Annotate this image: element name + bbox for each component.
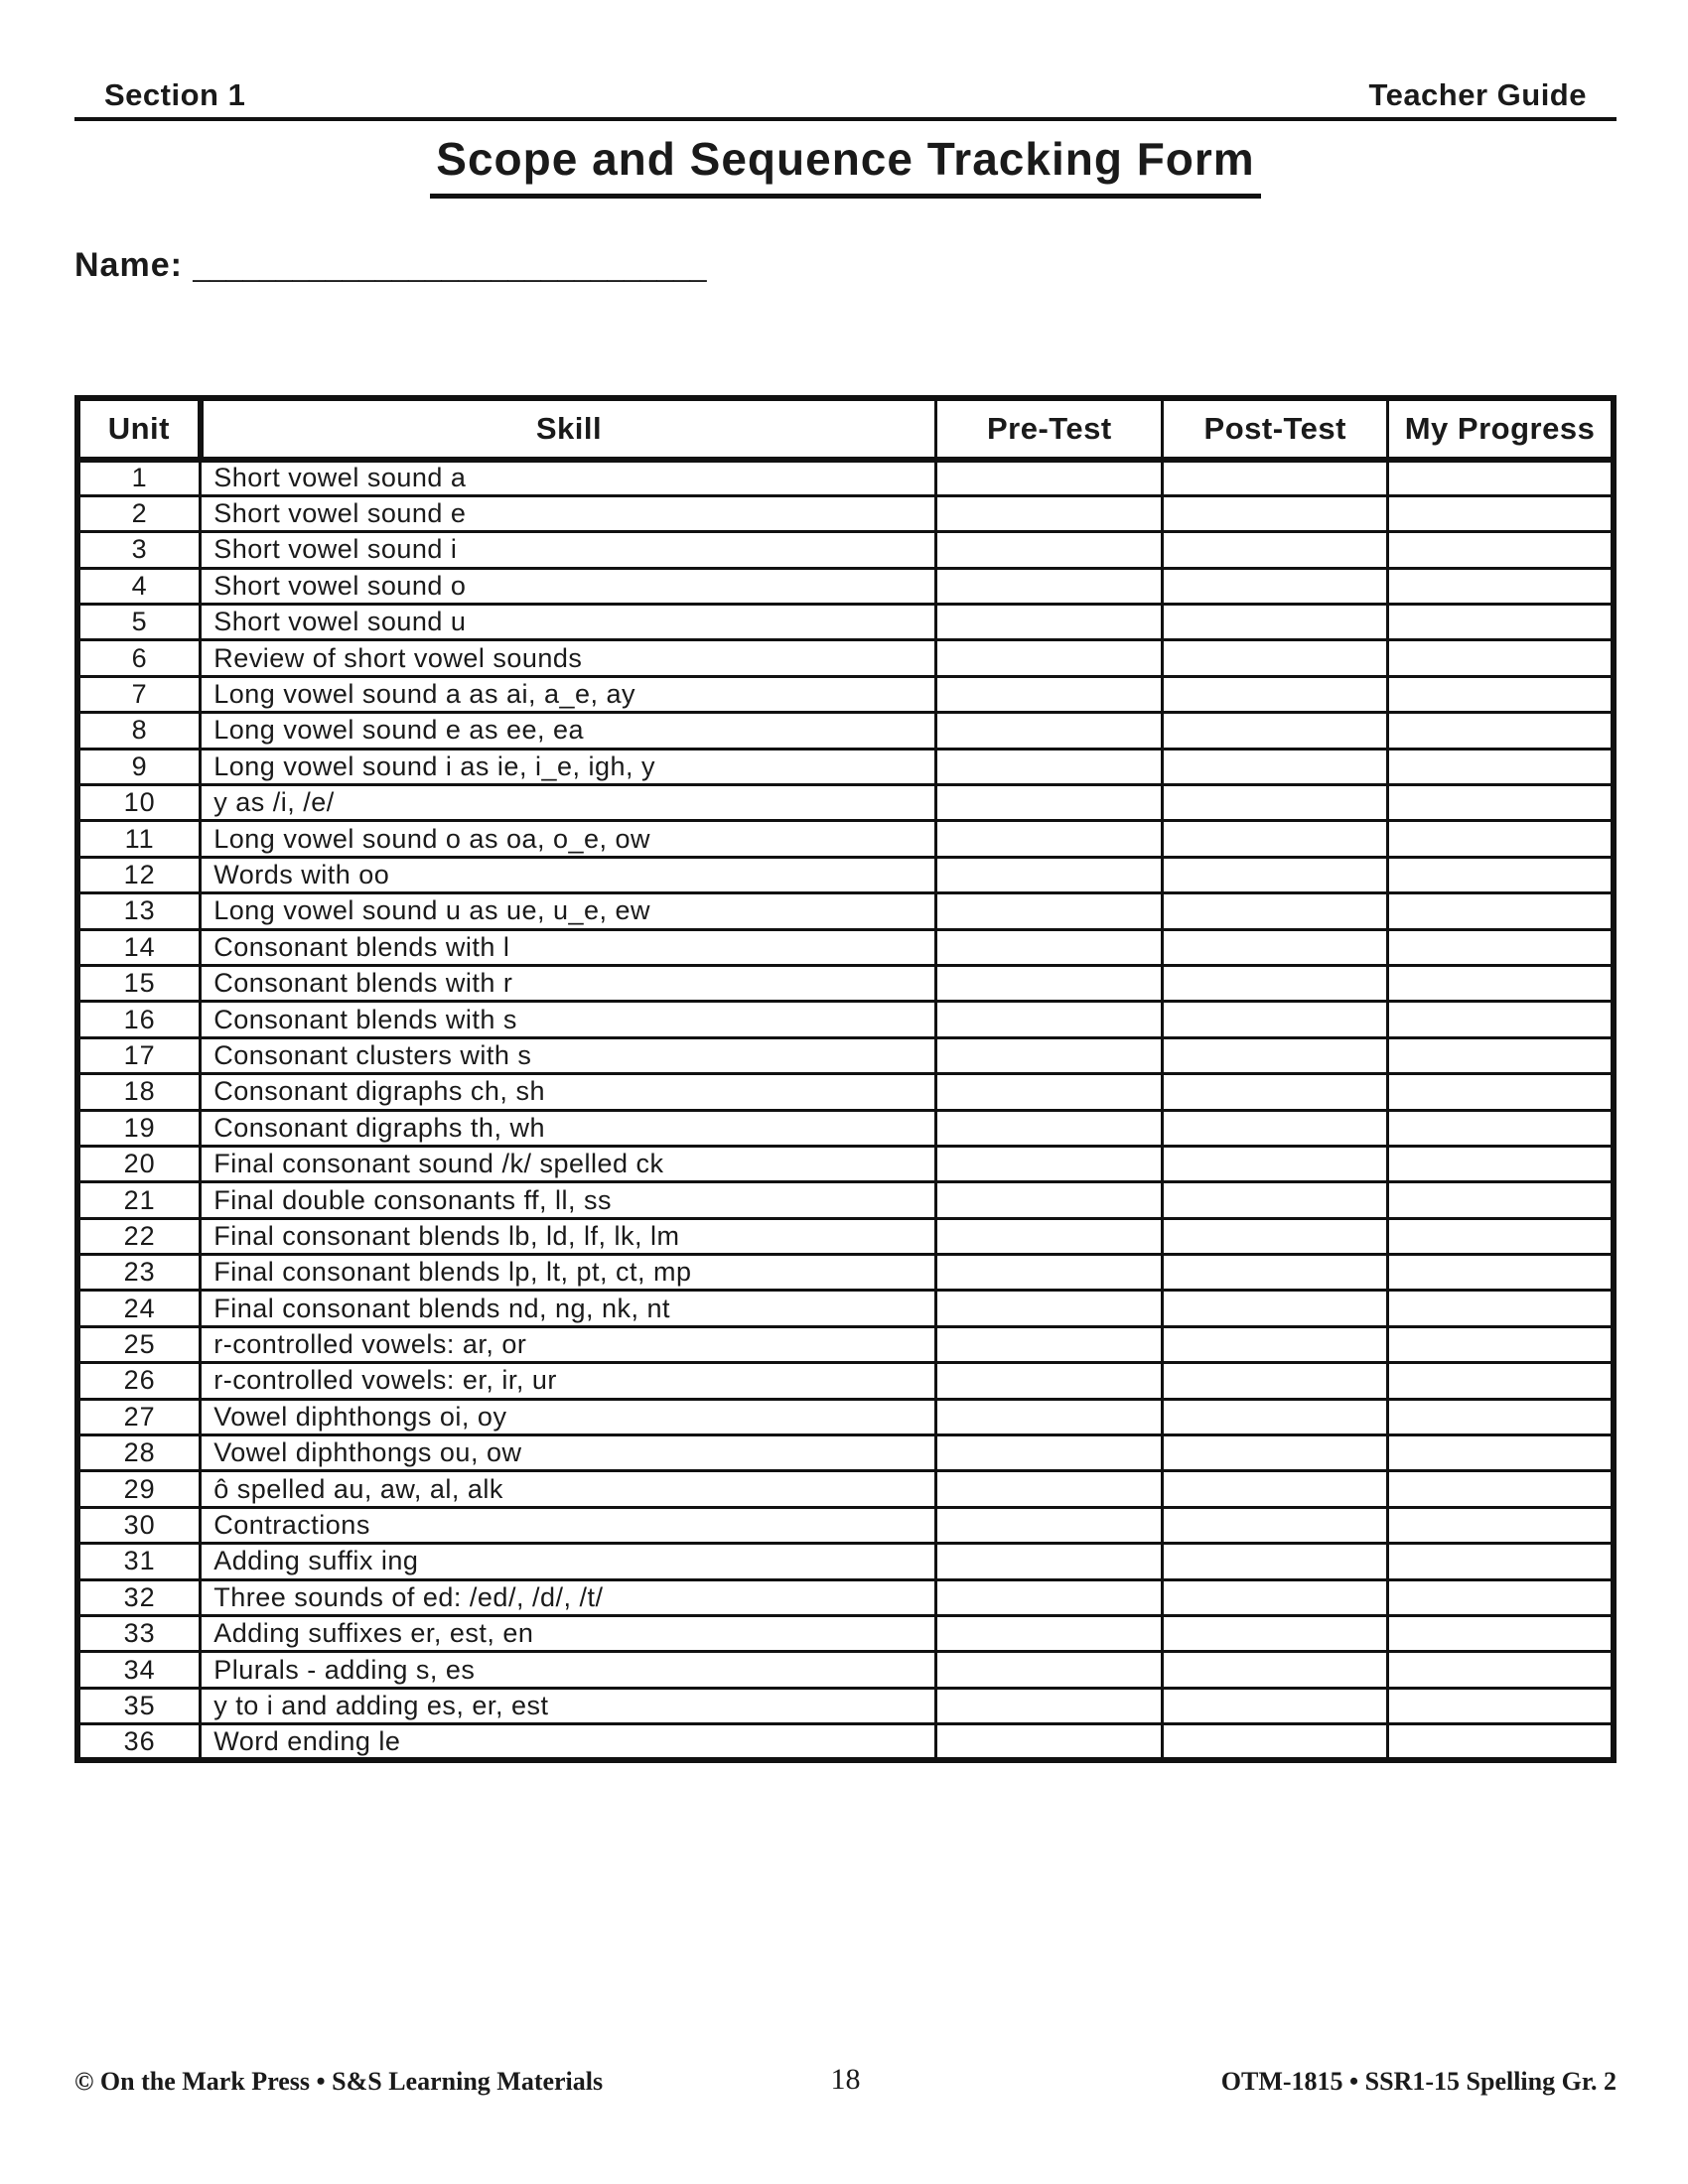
skill-cell: Consonant digraphs th, wh (201, 1110, 936, 1146)
name-blank-line: _______________________________ (193, 250, 707, 283)
skill-cell: Short vowel sound i (201, 532, 936, 568)
name-label: Name: (74, 246, 183, 284)
my-progress-cell (1388, 568, 1614, 604)
pre-test-cell (936, 1037, 1163, 1073)
post-test-cell (1163, 1363, 1388, 1399)
unit-cell: 12 (77, 857, 201, 892)
table-row (77, 713, 1614, 749)
skill-cell: Short vowel sound u (201, 605, 936, 640)
unit-cell: 24 (77, 1291, 201, 1326)
unit-cell: 3 (77, 532, 201, 568)
post-test-cell (1163, 568, 1388, 604)
my-progress-cell (1388, 1363, 1614, 1399)
table-row (77, 1255, 1614, 1291)
unit-cell: 18 (77, 1074, 201, 1110)
table-row (77, 1218, 1614, 1254)
unit-cell: 19 (77, 1110, 201, 1146)
my-progress-cell (1388, 1579, 1614, 1615)
post-test-cell (1163, 857, 1388, 892)
my-progress-cell (1388, 1255, 1614, 1291)
unit-cell: 6 (77, 640, 201, 676)
pre-test-cell (936, 785, 1163, 821)
pre-test-cell (936, 749, 1163, 784)
table-row (77, 532, 1614, 568)
unit-cell: 7 (77, 676, 201, 712)
pre-test-cell (936, 1110, 1163, 1146)
my-progress-cell (1388, 460, 1614, 495)
unit-cell: 23 (77, 1255, 201, 1291)
column-header-post-test: Post-Test (1163, 398, 1388, 460)
skill-cell: ô spelled au, aw, al, alk (201, 1471, 936, 1507)
pre-test-cell (936, 1724, 1163, 1760)
skill-cell: Consonant digraphs ch, sh (201, 1074, 936, 1110)
my-progress-cell (1388, 1074, 1614, 1110)
post-test-cell (1163, 605, 1388, 640)
unit-cell: 15 (77, 965, 201, 1001)
skill-cell: Long vowel sound e as ee, ea (201, 713, 936, 749)
pre-test-cell (936, 1652, 1163, 1688)
table-row (77, 1724, 1614, 1760)
my-progress-cell (1388, 1724, 1614, 1760)
post-test-cell (1163, 785, 1388, 821)
column-header-skill: Skill (201, 398, 936, 460)
pre-test-cell (936, 568, 1163, 604)
table-row (77, 605, 1614, 640)
table-row (77, 1291, 1614, 1326)
post-test-cell (1163, 1255, 1388, 1291)
pre-test-cell (936, 1616, 1163, 1652)
skill-cell: Plurals - adding s, es (201, 1652, 936, 1688)
unit-cell: 35 (77, 1688, 201, 1723)
unit-cell: 30 (77, 1507, 201, 1543)
my-progress-cell (1388, 1291, 1614, 1326)
table-row (77, 1688, 1614, 1723)
post-test-cell (1163, 460, 1388, 495)
unit-cell: 8 (77, 713, 201, 749)
table-row (77, 1579, 1614, 1615)
my-progress-cell (1388, 821, 1614, 857)
post-test-cell (1163, 965, 1388, 1001)
skill-cell: Adding suffixes er, est, en (201, 1616, 936, 1652)
pre-test-cell (936, 1507, 1163, 1543)
skill-cell: y to i and adding es, er, est (201, 1688, 936, 1723)
column-header-pre-test: Pre-Test (936, 398, 1163, 460)
post-test-cell (1163, 532, 1388, 568)
unit-cell: 20 (77, 1146, 201, 1181)
skill-cell: r-controlled vowels: ar, or (201, 1326, 936, 1362)
pre-test-cell (936, 1291, 1163, 1326)
post-test-cell (1163, 893, 1388, 929)
table-row (77, 1652, 1614, 1688)
my-progress-cell (1388, 1544, 1614, 1579)
pre-test-cell (936, 676, 1163, 712)
skill-cell: Long vowel sound a as ai, a_e, ay (201, 676, 936, 712)
skill-cell: Short vowel sound e (201, 495, 936, 531)
post-test-cell (1163, 1146, 1388, 1181)
pre-test-cell (936, 1688, 1163, 1723)
skill-cell: Vowel diphthongs oi, oy (201, 1399, 936, 1434)
post-test-cell (1163, 1507, 1388, 1543)
skill-cell: Long vowel sound o as oa, o_e, ow (201, 821, 936, 857)
running-header (74, 77, 1617, 121)
table-body (77, 460, 1614, 1760)
table-row (77, 460, 1614, 495)
my-progress-cell (1388, 1146, 1614, 1181)
pre-test-cell (936, 1218, 1163, 1254)
column-header-unit: Unit (77, 398, 201, 460)
my-progress-cell (1388, 495, 1614, 531)
pre-test-cell (936, 1255, 1163, 1291)
my-progress-cell (1388, 893, 1614, 929)
table-row (77, 676, 1614, 712)
post-test-cell (1163, 929, 1388, 965)
unit-cell: 28 (77, 1435, 201, 1471)
skill-cell: Three sounds of ed: /ed/, /d/, /t/ (201, 1579, 936, 1615)
skill-cell: Words with oo (201, 857, 936, 892)
post-test-cell (1163, 1291, 1388, 1326)
unit-cell: 2 (77, 495, 201, 531)
pre-test-cell (936, 532, 1163, 568)
unit-cell: 10 (77, 785, 201, 821)
pre-test-cell (936, 713, 1163, 749)
pre-test-cell (936, 1435, 1163, 1471)
post-test-cell (1163, 1579, 1388, 1615)
my-progress-cell (1388, 929, 1614, 965)
table-row (77, 1399, 1614, 1434)
my-progress-cell (1388, 676, 1614, 712)
table-row (77, 1616, 1614, 1652)
unit-cell: 9 (77, 749, 201, 784)
unit-cell: 21 (77, 1182, 201, 1218)
my-progress-cell (1388, 1507, 1614, 1543)
table-row (77, 893, 1614, 929)
skill-cell: r-controlled vowels: er, ir, ur (201, 1363, 936, 1399)
skill-cell: Long vowel sound u as ue, u_e, ew (201, 893, 936, 929)
table-row (77, 1146, 1614, 1181)
table-row (77, 1182, 1614, 1218)
table-row (77, 640, 1614, 676)
pre-test-cell (936, 1363, 1163, 1399)
pre-test-cell (936, 1544, 1163, 1579)
my-progress-cell (1388, 1616, 1614, 1652)
skill-cell: Adding suffix ing (201, 1544, 936, 1579)
unit-cell: 31 (77, 1544, 201, 1579)
pre-test-cell (936, 1182, 1163, 1218)
post-test-cell (1163, 1182, 1388, 1218)
table-row (77, 495, 1614, 531)
my-progress-cell (1388, 785, 1614, 821)
table-header (77, 398, 1614, 460)
post-test-cell (1163, 1037, 1388, 1073)
post-test-cell (1163, 1616, 1388, 1652)
unit-cell: 27 (77, 1399, 201, 1434)
unit-cell: 29 (77, 1471, 201, 1507)
table-row (77, 1544, 1614, 1579)
pre-test-cell (936, 1326, 1163, 1362)
my-progress-cell (1388, 1435, 1614, 1471)
pre-test-cell (936, 929, 1163, 965)
table-row (77, 857, 1614, 892)
unit-cell: 4 (77, 568, 201, 604)
table-row (77, 1326, 1614, 1362)
my-progress-cell (1388, 1471, 1614, 1507)
post-test-cell (1163, 1074, 1388, 1110)
post-test-cell (1163, 1724, 1388, 1760)
my-progress-cell (1388, 713, 1614, 749)
post-test-cell (1163, 676, 1388, 712)
table-row (77, 1435, 1614, 1471)
my-progress-cell (1388, 640, 1614, 676)
my-progress-cell (1388, 1399, 1614, 1434)
skill-cell: Short vowel sound a (201, 460, 936, 495)
post-test-cell (1163, 495, 1388, 531)
pre-test-cell (936, 1002, 1163, 1037)
unit-cell: 32 (77, 1579, 201, 1615)
my-progress-cell (1388, 1326, 1614, 1362)
post-test-cell (1163, 1218, 1388, 1254)
skill-cell: Short vowel sound o (201, 568, 936, 604)
my-progress-cell (1388, 1037, 1614, 1073)
unit-cell: 14 (77, 929, 201, 965)
table-row (77, 929, 1614, 965)
post-test-cell (1163, 1688, 1388, 1723)
unit-cell: 33 (77, 1616, 201, 1652)
pre-test-cell (936, 460, 1163, 495)
skill-cell: Long vowel sound i as ie, i_e, igh, y (201, 749, 936, 784)
table-row (77, 568, 1614, 604)
footer-publisher: © On the Mark Press • S&S Learning Materials (74, 2067, 604, 2096)
skill-cell: Review of short vowel sounds (201, 640, 936, 676)
tracking-table (74, 395, 1617, 1763)
my-progress-cell (1388, 1182, 1614, 1218)
table-row (77, 1363, 1614, 1399)
skill-cell: y as /i, /e/ (201, 785, 936, 821)
guide-label: Teacher Guide (1368, 77, 1587, 112)
my-progress-cell (1388, 1688, 1614, 1723)
unit-cell: 17 (77, 1037, 201, 1073)
unit-cell: 5 (77, 605, 201, 640)
document-page (74, 0, 1617, 2184)
table-row (77, 749, 1614, 784)
my-progress-cell (1388, 532, 1614, 568)
post-test-cell (1163, 1326, 1388, 1362)
skill-cell: Word ending le (201, 1724, 936, 1760)
post-test-cell (1163, 1002, 1388, 1037)
my-progress-cell (1388, 605, 1614, 640)
table-row (77, 1507, 1614, 1543)
my-progress-cell (1388, 1652, 1614, 1688)
skill-cell: Final consonant blends lp, lt, pt, ct, mp (201, 1255, 936, 1291)
table-row (77, 1037, 1614, 1073)
unit-cell: 1 (77, 460, 201, 495)
pre-test-cell (936, 640, 1163, 676)
pre-test-cell (936, 605, 1163, 640)
skill-cell: Consonant blends with s (201, 1002, 936, 1037)
table-row (77, 1074, 1614, 1110)
unit-cell: 13 (77, 893, 201, 929)
skill-cell: Consonant clusters with s (201, 1037, 936, 1073)
page-title: Scope and Sequence Tracking Form (430, 132, 1260, 199)
skill-cell: Consonant blends with l (201, 929, 936, 965)
my-progress-cell (1388, 1218, 1614, 1254)
pre-test-cell (936, 495, 1163, 531)
post-test-cell (1163, 1435, 1388, 1471)
pre-test-cell (936, 893, 1163, 929)
my-progress-cell (1388, 1110, 1614, 1146)
column-header-my-progress: My Progress (1388, 398, 1614, 460)
my-progress-cell (1388, 1002, 1614, 1037)
skill-cell: Final double consonants ff, ll, ss (201, 1182, 936, 1218)
table-row (77, 1471, 1614, 1507)
pre-test-cell (936, 821, 1163, 857)
skill-cell: Consonant blends with r (201, 965, 936, 1001)
pre-test-cell (936, 857, 1163, 892)
pre-test-cell (936, 965, 1163, 1001)
post-test-cell (1163, 1110, 1388, 1146)
unit-cell: 36 (77, 1724, 201, 1760)
post-test-cell (1163, 1544, 1388, 1579)
post-test-cell (1163, 1399, 1388, 1434)
table-row (77, 965, 1614, 1001)
table-row (77, 1002, 1614, 1037)
table-row (77, 1110, 1614, 1146)
pre-test-cell (936, 1471, 1163, 1507)
skill-cell: Contractions (201, 1507, 936, 1543)
unit-cell: 16 (77, 1002, 201, 1037)
post-test-cell (1163, 749, 1388, 784)
skill-cell: Final consonant sound /k/ spelled ck (201, 1146, 936, 1181)
section-label: Section 1 (104, 77, 246, 112)
name-row (74, 246, 707, 285)
skill-cell: Final consonant blends lb, ld, lf, lk, lm (201, 1218, 936, 1254)
table-row (77, 785, 1614, 821)
my-progress-cell (1388, 749, 1614, 784)
unit-cell: 22 (77, 1218, 201, 1254)
post-test-cell (1163, 713, 1388, 749)
table-row (77, 821, 1614, 857)
post-test-cell (1163, 640, 1388, 676)
my-progress-cell (1388, 857, 1614, 892)
post-test-cell (1163, 1652, 1388, 1688)
skill-cell: Vowel diphthongs ou, ow (201, 1435, 936, 1471)
post-test-cell (1163, 821, 1388, 857)
unit-cell: 26 (77, 1363, 201, 1399)
pre-test-cell (936, 1579, 1163, 1615)
skill-cell: Final consonant blends nd, ng, nk, nt (201, 1291, 936, 1326)
unit-cell: 11 (77, 821, 201, 857)
footer-product-code: OTM-1815 • SSR1-15 Spelling Gr. 2 (1220, 2067, 1617, 2096)
title-wrap (74, 132, 1617, 199)
unit-cell: 34 (77, 1652, 201, 1688)
my-progress-cell (1388, 965, 1614, 1001)
pre-test-cell (936, 1146, 1163, 1181)
unit-cell: 25 (77, 1326, 201, 1362)
pre-test-cell (936, 1399, 1163, 1434)
pre-test-cell (936, 1074, 1163, 1110)
post-test-cell (1163, 1471, 1388, 1507)
footer-page-number: 18 (830, 2063, 861, 2096)
